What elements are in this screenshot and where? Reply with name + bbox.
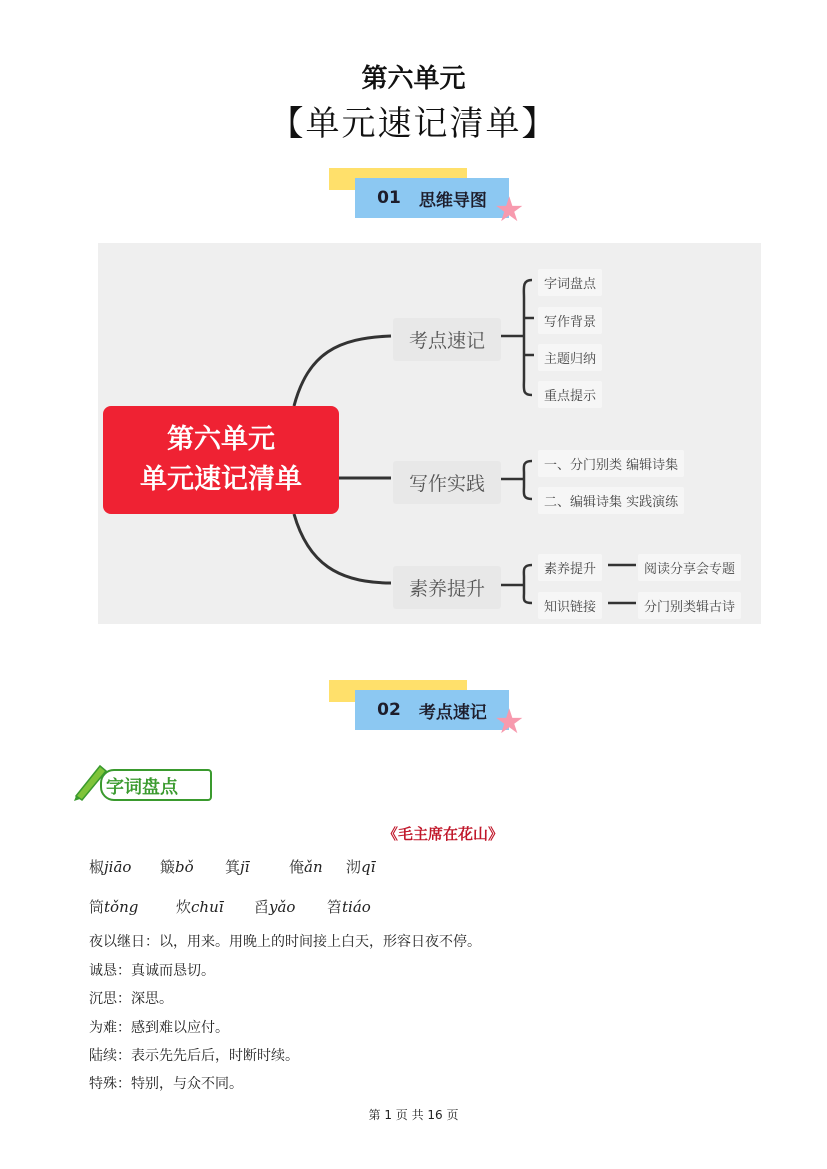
hanzi: 舀 bbox=[254, 898, 270, 916]
pinyin: yǎo bbox=[269, 898, 296, 916]
pinyin-item bbox=[89, 856, 131, 877]
hanzi: 俺 bbox=[289, 858, 305, 876]
hanzi: 炊 bbox=[176, 898, 192, 916]
page-subtitle: 【单元速记清单】 bbox=[269, 104, 558, 144]
mindmap-leaf: 字词盘点 bbox=[538, 269, 602, 296]
pinyin-item bbox=[225, 856, 249, 877]
page-footer: 第 1 页 共 16 页 bbox=[368, 1108, 459, 1122]
mindmap-leaf: 素养提升 bbox=[538, 554, 602, 581]
hanzi: 笤 bbox=[327, 898, 343, 916]
section-label: 考点速记 bbox=[418, 702, 487, 723]
mindmap-subleaf: 阅读分享会专题 bbox=[638, 554, 741, 581]
badge-label: 字词盘点 bbox=[106, 777, 178, 798]
vocab-badge bbox=[72, 760, 212, 802]
definition-line: 特殊：特别，与众不同。 bbox=[89, 1076, 243, 1092]
pinyin: ǎn bbox=[304, 858, 323, 876]
pinyin-item bbox=[176, 896, 224, 917]
poem-title: 《毛主席在花山》 bbox=[383, 825, 504, 843]
mindmap-leaf: 知识链接 bbox=[538, 592, 602, 619]
mindmap-subleaf: 分门别类辑古诗 bbox=[638, 592, 741, 619]
pinyin: tiáo bbox=[342, 898, 371, 916]
pinyin-item bbox=[346, 856, 375, 877]
pinyin-item bbox=[160, 856, 194, 877]
pinyin-item bbox=[327, 896, 371, 917]
mindmap-branch-3: 素养提升 bbox=[393, 566, 501, 609]
hanzi: 箕 bbox=[225, 858, 241, 876]
star-icon: ★ bbox=[494, 190, 525, 230]
pinyin-item bbox=[89, 896, 138, 917]
definition-line: 沉思：深思。 bbox=[89, 991, 173, 1007]
pinyin-item bbox=[254, 896, 295, 917]
mindmap-leaf: 二、编辑诗集 实践演练 bbox=[538, 487, 684, 514]
pinyin: chuī bbox=[191, 898, 224, 916]
hanzi: 簸 bbox=[160, 858, 176, 876]
mindmap-leaf: 重点提示 bbox=[538, 381, 602, 408]
mindmap-leaf: 主题归纳 bbox=[538, 344, 602, 371]
pinyin: bǒ bbox=[175, 858, 194, 876]
definition-line: 诚恳：真诚而恳切。 bbox=[89, 963, 215, 979]
section-heading-mindmap bbox=[355, 178, 509, 218]
pinyin-item bbox=[289, 856, 323, 877]
pinyin: tǒng bbox=[104, 898, 139, 916]
mindmap-center-node bbox=[103, 406, 339, 514]
hanzi: 椒 bbox=[89, 858, 105, 876]
definition-line: 夜以继日：以，用来。用晚上的时间接上白天，形容日夜不停。 bbox=[89, 934, 481, 950]
center-line-2: 单元速记清单 bbox=[140, 464, 302, 495]
hanzi: 沏 bbox=[346, 858, 362, 876]
definition-line: 陆续：表示先先后后，时断时续。 bbox=[89, 1048, 299, 1064]
section-label: 思维导图 bbox=[418, 190, 487, 211]
pinyin: qī bbox=[361, 858, 376, 876]
mindmap-branch-2: 写作实践 bbox=[393, 461, 501, 504]
star-icon: ★ bbox=[494, 702, 525, 742]
section-heading-keypoints bbox=[355, 690, 509, 730]
page-title: 第六单元 bbox=[361, 64, 466, 94]
center-line-1: 第六单元 bbox=[167, 424, 275, 455]
pinyin: jiāo bbox=[104, 858, 132, 876]
mindmap-leaf: 一、分门别类 编辑诗集 bbox=[538, 450, 684, 477]
section-number: 02 bbox=[377, 700, 401, 720]
pinyin: jī bbox=[240, 858, 250, 876]
mindmap-leaf: 写作背景 bbox=[538, 307, 602, 334]
definition-line: 为难：感到难以应付。 bbox=[89, 1020, 229, 1036]
section-number: 01 bbox=[377, 188, 401, 208]
hanzi: 筒 bbox=[89, 898, 105, 916]
mindmap-branch-1: 考点速记 bbox=[393, 318, 501, 361]
